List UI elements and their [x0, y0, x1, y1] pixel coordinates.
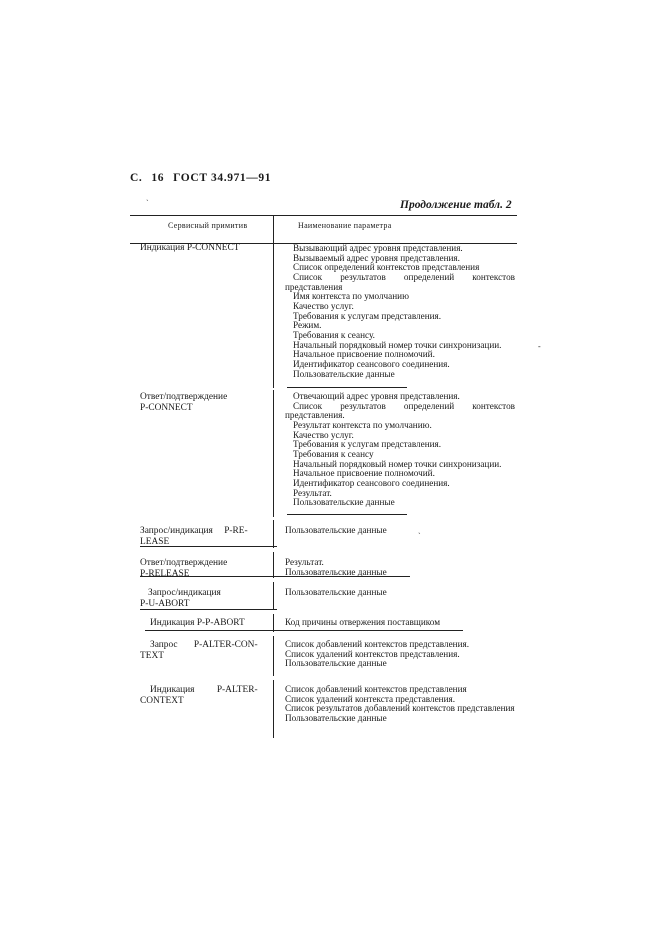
parameter-cell	[285, 558, 515, 577]
table-continuation-caption: Продолжение табл. 2	[400, 199, 512, 211]
parameter-item: Начальное присвоение полномочий.	[293, 468, 435, 479]
parameter-item: Пользовательские данные	[293, 368, 395, 379]
table-top-rule	[130, 215, 517, 216]
primitive-line: P-RELEASE	[140, 568, 190, 579]
standard-code: ГОСТ 34.971—91	[173, 172, 272, 184]
parameter-item: Качество услуг.	[293, 300, 354, 311]
row-underline	[145, 630, 463, 631]
column-header-primitive: Сервисный примитив	[168, 221, 248, 230]
parameter-item: Список результатов добавлений контекстов представления	[285, 703, 515, 714]
parameter-item: Список добавлений контекстов представления.	[285, 639, 470, 649]
parameter-item: Пользовательские данные	[293, 497, 395, 508]
parameter-cell	[285, 640, 515, 669]
primitive-cell	[140, 526, 270, 547]
parameter-item: Требования к сеансу.	[293, 329, 375, 340]
primitive-cell	[140, 243, 270, 254]
primitive-cell	[140, 618, 270, 629]
page-letter: С.	[130, 172, 143, 184]
column-divider	[273, 390, 274, 517]
column-divider	[273, 680, 274, 738]
parameter-item: Требования к сеансу	[293, 448, 374, 459]
parameter-item: Пользовательские данные	[285, 587, 387, 597]
primitive-line: LEASE	[140, 536, 170, 547]
parameter-item: Начальный порядковый номер точки синхронизации.	[293, 458, 502, 469]
table-row	[130, 636, 517, 676]
column-divider	[273, 552, 274, 578]
primitive-line: P-U-ABORT	[140, 598, 190, 609]
table-row	[130, 390, 517, 517]
parameter-item: Требования к услугам представления.	[293, 310, 442, 321]
parameter-item: Вызывающий адрес уровня представления.	[293, 243, 463, 253]
parameter-item: Список результатов определений контекстов представления	[285, 271, 515, 292]
parameter-item: Режим.	[293, 320, 322, 331]
primitive-line: Ответ/подтверждение	[140, 558, 228, 568]
parameter-item: Результат контекста по умолчанию.	[293, 419, 432, 430]
table-row	[130, 243, 517, 388]
primitive-line: TEXT	[140, 650, 164, 661]
parameter-item: Результат.	[285, 557, 324, 567]
parameter-item: Начальное присвоение полномочий.	[293, 349, 435, 360]
table-row	[130, 552, 517, 578]
primitive-line: Ответ/подтверждение	[140, 392, 228, 402]
parameter-item: Пользовательские данные	[285, 525, 387, 535]
parameter-cell	[285, 526, 515, 536]
parameter-item: Список удалений контекстов представления.	[285, 648, 460, 659]
column-divider	[273, 243, 274, 388]
parameter-item: Отвечающий адрес уровня представления.	[293, 391, 460, 401]
parameter-item: Список определений контекстов представления	[293, 262, 480, 273]
parameter-item: Идентификатор сеансового соединения.	[293, 477, 450, 488]
parameter-item: Список результатов определений контекстов представления.	[285, 400, 515, 421]
page-header	[130, 172, 280, 184]
parameter-item: Требования к услугам представления.	[293, 439, 442, 450]
header-column-divider	[273, 215, 274, 243]
parameter-item: Вызываемый адрес уровня представления.	[293, 252, 460, 263]
column-header-parameter: Наименование параметра	[298, 221, 392, 230]
parameter-item: Список добавлений контекстов представления	[285, 684, 467, 694]
row-underline	[287, 514, 407, 515]
primitive-line: CONTEXT	[140, 695, 184, 706]
row-underline	[287, 387, 407, 388]
primitive-line: Индикация P-ALTER-	[150, 685, 258, 695]
parameter-cell	[285, 588, 515, 598]
parameter-cell	[285, 392, 515, 508]
table-row	[130, 582, 517, 610]
parameter-item: Результат.	[293, 487, 332, 498]
parameter-cell	[285, 244, 515, 379]
table-row	[130, 680, 517, 738]
primitive-line: Индикация P-CONNECT	[140, 243, 240, 253]
table-row	[130, 520, 517, 548]
row-underline	[140, 546, 277, 547]
parameter-item: Качество услуг.	[293, 429, 354, 440]
row-underline	[140, 609, 277, 610]
parameter-cell	[285, 685, 515, 724]
primitive-line: Запрос P-ALTER-CON-	[150, 640, 258, 650]
parameter-item: Код причины отвержения поставщиком	[285, 617, 441, 627]
primitive-line: Запрос/индикация	[148, 588, 221, 598]
column-divider	[273, 520, 274, 548]
parameter-item: Список удалений контекста представления.	[285, 693, 456, 704]
primitive-line: Запрос/индикация P-RE-	[140, 526, 248, 536]
parameter-item: Пользовательские данные	[285, 566, 387, 577]
parameter-cell	[285, 618, 515, 628]
primitive-cell	[140, 392, 270, 413]
parameter-item: Начальный порядковый номер точки синхронизации.	[293, 339, 502, 350]
page-number: 16	[151, 172, 165, 184]
primitive-cell	[140, 640, 270, 661]
parameter-item: Имя контекста по умолчанию	[293, 291, 409, 302]
row-underline	[140, 576, 410, 577]
primitive-cell	[140, 685, 270, 706]
parameter-item: Пользовательские данные	[285, 658, 387, 669]
column-divider	[273, 582, 274, 610]
parameter-item: Идентификатор сеансового соединения.	[293, 358, 450, 369]
primitive-cell	[140, 588, 270, 609]
parameter-item: Пользовательские данные	[285, 712, 387, 723]
column-divider	[273, 636, 274, 676]
primitive-line: P-CONNECT	[140, 402, 193, 413]
primitive-line: Индикация P-P-ABORT	[150, 618, 245, 628]
